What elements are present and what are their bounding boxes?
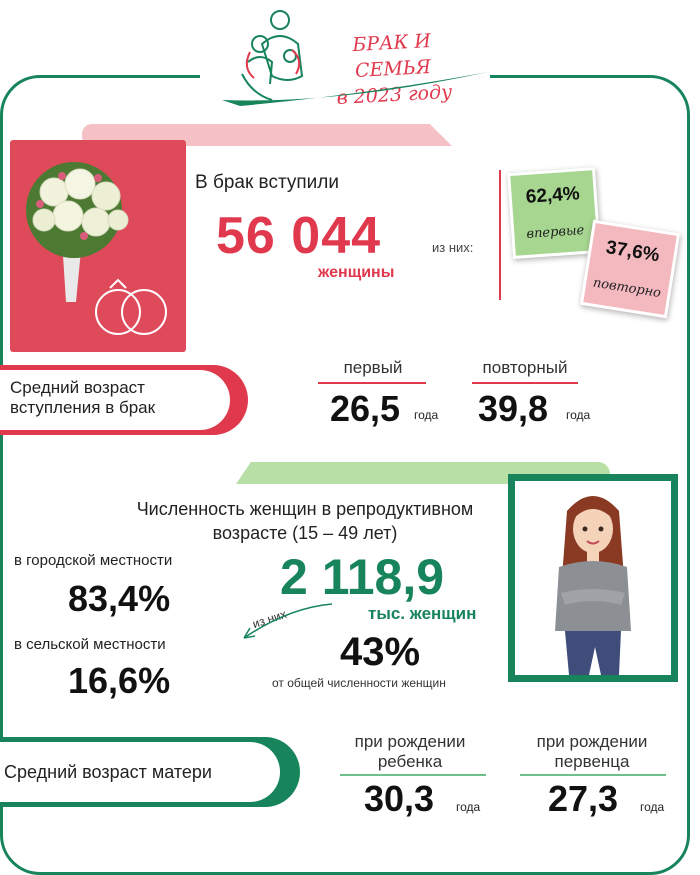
first-marriage-underline [318, 382, 426, 384]
header-title-line1: БРАК И СЕМЬЯ [351, 29, 432, 82]
first-marriage-age: 26,5 [330, 388, 401, 429]
at-first-age: 27,3 [548, 778, 619, 819]
reproductive-total-unit: тыс. женщин [368, 604, 477, 623]
at-birth-label: при рождении ребенка [354, 732, 466, 771]
mother-age-label: Средний возраст матери [4, 762, 212, 782]
at-birth-unit: года [456, 800, 481, 814]
reproductive-title: Численность женщин в репродуктивном возрасте (15 – 49 лет) [136, 499, 474, 543]
at-first-underline [520, 774, 666, 776]
repeat-percent: 37,6% [604, 237, 661, 267]
woman-illustration [508, 474, 678, 682]
rural-label: в сельской местности [14, 636, 166, 653]
at-birth-age: 30,3 [364, 778, 435, 819]
avg-marriage-age-label: Средний возраст вступления в брак [10, 378, 156, 417]
first-marriage-label: первый [343, 358, 403, 377]
first-marriage-unit: года [414, 408, 439, 422]
header-title-line2: в 2023 году [336, 80, 453, 109]
repeat-label: повторно [591, 275, 663, 302]
woman-icon [515, 481, 671, 675]
wedding-photo [10, 140, 186, 352]
share-percent: 43% [340, 630, 421, 674]
header-swoosh-icon [220, 70, 490, 110]
curved-arrow-icon [228, 598, 338, 648]
repeat-marriage-label: повторный [482, 358, 568, 377]
urban-value: 83,4% [68, 578, 171, 619]
of-them-label: из них: [432, 240, 474, 255]
red-divider [499, 170, 501, 300]
repeat-marriage-underline [472, 382, 578, 384]
first-time-label: впервые [526, 222, 585, 242]
at-first-label: при рождении первенца [536, 732, 648, 771]
of-them-rotated: из них [250, 606, 289, 632]
at-first-unit: года [640, 800, 665, 814]
married-total: 56 044 [216, 207, 382, 265]
first-time-card [507, 167, 601, 259]
first-time-percent: 62,4% [525, 183, 581, 208]
married-title: В брак вступили [195, 172, 339, 193]
rural-value: 16,6% [68, 660, 171, 701]
at-birth-underline [340, 774, 486, 776]
bouquet-icon [10, 140, 186, 352]
repeat-card [580, 220, 680, 319]
rings-icon [96, 280, 166, 334]
reproductive-total: 2 118,9 [280, 549, 445, 605]
repeat-marriage-age: 39,8 [478, 388, 549, 429]
share-caption: от общей численности женщин [272, 676, 446, 690]
urban-label: в городской местности [14, 552, 173, 569]
repeat-marriage-unit: года [566, 408, 591, 422]
married-unit: женщины [318, 264, 395, 281]
